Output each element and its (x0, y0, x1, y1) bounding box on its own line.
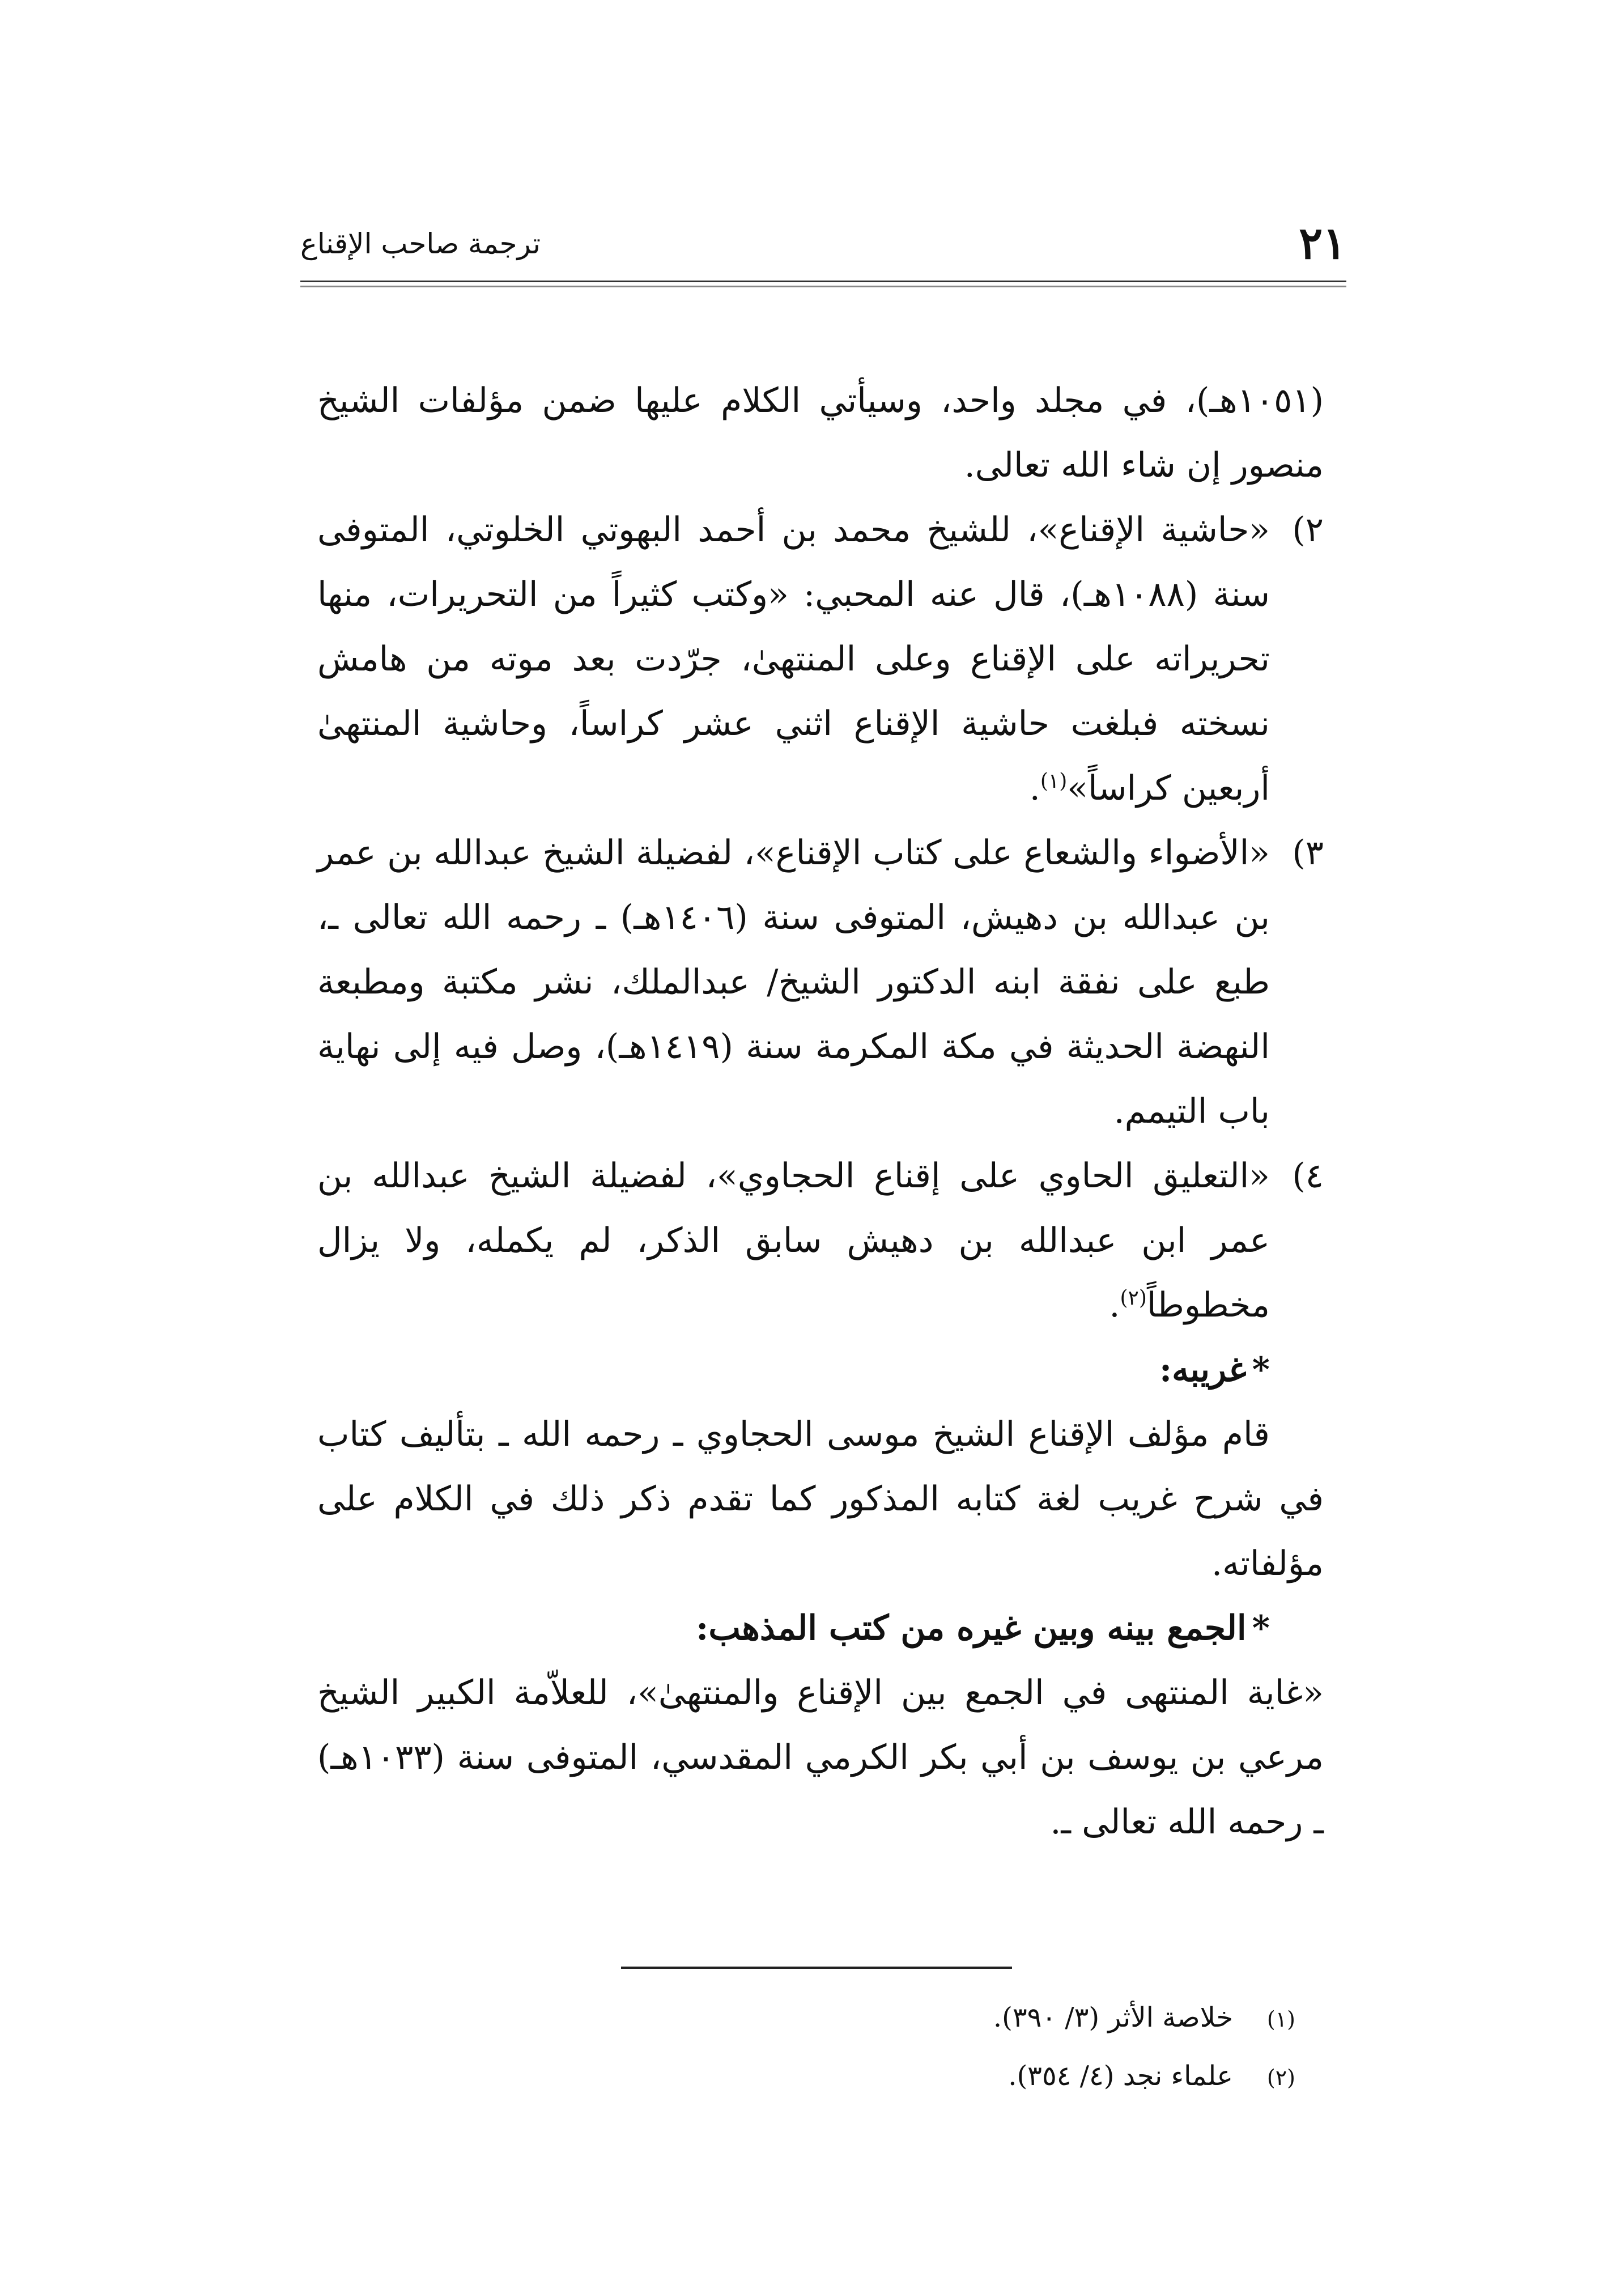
section-heading-jam (317, 1596, 1324, 1661)
list-item-4 (317, 1144, 1324, 1337)
footnote-separator (621, 1967, 1012, 1969)
section-heading-gharib (317, 1337, 1324, 1402)
list-item-tail: . (1029, 768, 1040, 808)
running-title: ترجمة صاحب الإقناع (300, 227, 541, 260)
footnote-2 (510, 2048, 1295, 2106)
footnote-marker: (٢) (1266, 2065, 1295, 2090)
section-heading-text: غريبه: (1159, 1350, 1247, 1390)
header-rule (300, 281, 1346, 287)
page-number: ٢١ (1299, 218, 1346, 269)
section-heading-text: الجمع بينه وبين غيره من كتب المذهب: (696, 1608, 1247, 1648)
footnote-text: علماء نجد (٤/ ٣٥٤). (1008, 2060, 1233, 2092)
footnote-1 (510, 1989, 1295, 2048)
list-marker: ٤) (1292, 1156, 1324, 1196)
list-marker: ٣) (1292, 833, 1324, 873)
star-bullet: * (1252, 1608, 1270, 1648)
main-text (317, 368, 1324, 1854)
star-bullet: * (1252, 1350, 1270, 1390)
section-paragraph-jam: «غاية المنتهى في الجمع بين الإقناع والمنتهىٰ»، للعلاّمة الكبير الشيخ مرعي بن يوسف بن أبي بكر الكرمي المقدسي، المتوفى سنة (١٠٣٣هـ) ـ رحمه الله تعالى ـ. (317, 1673, 1324, 1842)
list-item-text: «التعليق الحاوي على إقناع الحجاوي»، لفضيلة الشيخ عبدالله بن عمر ابن عبدالله بن دهيش سابق الذكر، لم يكمله، ولا يزال مخطوطاً (317, 1156, 1270, 1325)
list-marker: ٢) (1292, 510, 1324, 550)
list-item-text: «الأضواء والشعاع على كتاب الإقناع»، لفضيلة الشيخ عبدالله بن عمر بن عبدالله بن دهيش، المتوفى سنة (١٤٠٦هـ) ـ رحمه الله تعالى ـ، طبع على نفقة ابنه الدكتور الشيخ/ عبدالملك، نشر مكتبة ومطبعة النهضة الحديثة في مكة المكرمة سنة (١٤١٩هـ)، وصل فيه إلى نهاية باب التيمم. (317, 833, 1270, 1131)
footnote-marker: (١) (1266, 2007, 1295, 2032)
list-item-3 (317, 821, 1324, 1144)
list-item-text: «حاشية الإقناع»، للشيخ محمد بن أحمد البهوتي الخلوتي، المتوفى سنة (١٠٨٨هـ)، قال عنه المحبي: «وكتب كثيراً من التحريرات، منها تحريراته على الإقناع وعلى المنتهىٰ، جرّدت بعد موته من هامش نسخته فبلغت حاشية الإقناع اثني عشر كراساً، وحاشية المنتهىٰ أربعين كراساً» (317, 510, 1270, 808)
footnotes (510, 1989, 1295, 2106)
footnote-ref: (١) (1040, 770, 1068, 793)
list-item-tail: . (1109, 1285, 1120, 1325)
footnote-text: خلاصة الأثر (٣/ ٣٩٠). (993, 2002, 1233, 2033)
running-header (300, 215, 1346, 278)
section-paragraph-gharib: قام مؤلف الإقناع الشيخ موسى الحجاوي ـ رحمه الله ـ بتأليف كتاب في شرح غريب لغة كتابه المذكور كما تقدم ذكر ذلك في الكلام على مؤلفاته. (317, 1415, 1324, 1583)
list-item-2 (317, 498, 1324, 821)
intro-paragraph: (١٠٥١هـ)، في مجلد واحد، وسيأتي الكلام عليها ضمن مؤلفات الشيخ منصور إن شاء الله تعالى. (317, 381, 1324, 485)
footnote-ref: (٢) (1120, 1286, 1147, 1310)
